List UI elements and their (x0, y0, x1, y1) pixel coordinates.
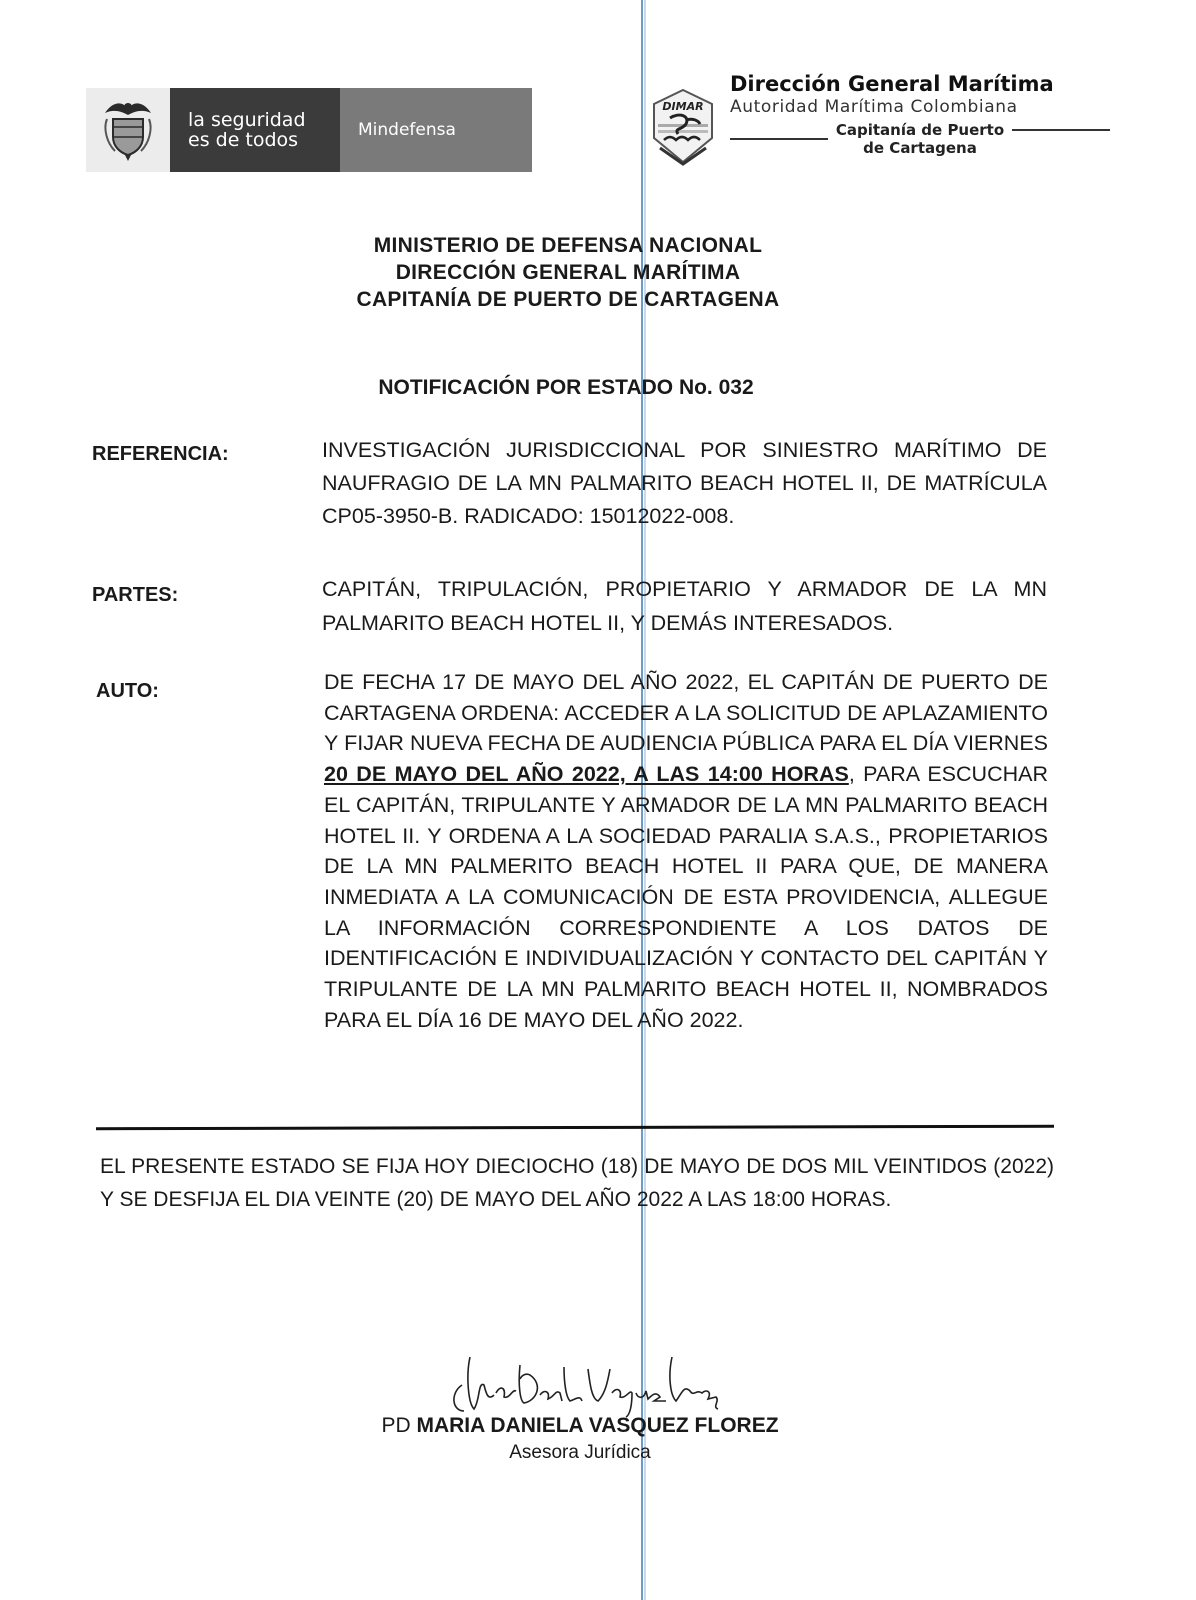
ministry-name: Mindefensa (358, 120, 456, 140)
logo-tagline (170, 88, 340, 172)
heading-line3: CAPITANÍA DE PUERTO DE CARTAGENA (356, 288, 780, 311)
signer-full-name: MARIA DANIELA VASQUEZ FLOREZ (416, 1414, 779, 1437)
signer-prefix: PD (381, 1414, 411, 1437)
notification-title: NOTIFICACIÓN POR ESTADO No. 032 (378, 376, 754, 399)
mindefensa-logo (86, 88, 532, 172)
auto-text-after: , PARA ESCUCHAR EL CAPITÁN, TRIPULANTE Y ARMADOR DE LA MN PALMARITO BEACH HOTEL II. Y ORDENA A LA SOCIEDAD PARALIA S.A.S., PROPIETARIOS DE LA MN PALMERITO BEACH HOTEL II PARA QUE, DE MANERA INMEDIATA A LA COMUNICACIÓN DE ESTA PROVIDENCIA, ALLEGUE LA INFORMACIÓN CORRESPONDIENTE A LOS DATOS DE IDENTIFICACIÓN E INDIVIDUALIZACIÓN Y CONTACTO DEL CAPITÁN Y TRIPULANTE DE LA MN PALMARITO BEACH HOTEL II, NOMBRADOS PARA EL DÍA 16 DE MAYO DEL AÑO 2022. (324, 762, 1048, 1032)
partes-label: PARTES: (92, 584, 179, 606)
divider-rule (1012, 129, 1110, 131)
posting-notice: EL PRESENTE ESTADO SE FIJA HOY DIECIOCHO (18) DE MAYO DE DOS MIL VEINTIDOS (2022) Y SE DESFIJA EL DIA VEINTE (20) DE MAYO DEL AÑO 2022 A LAS 18:00 HORAS. (100, 1155, 1054, 1211)
referencia-text: INVESTIGACIÓN JURISDICCIONAL POR SINIESTRO MARÍTIMO DE NAUFRAGIO DE LA MN PALMARITO BEACH HOTEL II, DE MATRÍCULA CP05-3950-B. RADICADO: 15012022-008. (322, 438, 1047, 528)
signer-name (0, 1414, 1160, 1438)
handwritten-signature-icon (440, 1345, 730, 1425)
partes-text: CAPITÁN, TRIPULACIÓN, PROPIETARIO Y ARMADOR DE LA MN PALMARITO BEACH HOTEL II, Y DEMÁS INTERESADOS. (322, 577, 1047, 635)
divider-rule (730, 138, 828, 140)
signer-role: Asesora Jurídica (509, 1442, 651, 1463)
document-heading (0, 232, 1166, 313)
heading-line2: DIRECCIÓN GENERAL MARÍTIMA (395, 261, 741, 284)
auto-text-before: DE FECHA 17 DE MAYO DEL AÑO 2022, EL CAPITÁN DE PUERTO DE CARTAGENA ORDENA: ACCEDER A LA SOLICITUD DE APLAZAMIENTO Y FIJAR NUEVA FECHA DE AUDIENCIA PÚBLICA PARA EL DÍA VIERNES (324, 670, 1048, 756)
dimar-header-text (730, 72, 1110, 157)
tagline-line2: es de todos (188, 129, 299, 151)
referencia-label: REFERENCIA: (92, 443, 229, 465)
dimar-shield-icon (650, 88, 716, 166)
section-divider (96, 1125, 1054, 1131)
auto-label: AUTO: (96, 680, 159, 702)
auto-text (324, 667, 1048, 1035)
dimar-unit (730, 121, 1110, 157)
dimar-unit-line1: Capitanía de Puerto (835, 121, 1005, 139)
heading-line1: MINISTERIO DE DEFENSA NACIONAL (373, 234, 763, 257)
dimar-title: Dirección General Marítima (730, 72, 1054, 96)
colombia-coat-of-arms-icon (86, 88, 170, 172)
shield-text: DIMAR (662, 100, 704, 113)
dimar-subtitle: Autoridad Marítima Colombiana (730, 97, 1018, 117)
dimar-unit-line2: de Cartagena (863, 139, 977, 157)
hearing-date-emphasis: 20 DE MAYO DEL AÑO 2022, A LAS 14:00 HORAS (324, 762, 849, 787)
tagline-line1: la seguridad (188, 109, 306, 131)
logo-ministry (340, 88, 532, 172)
